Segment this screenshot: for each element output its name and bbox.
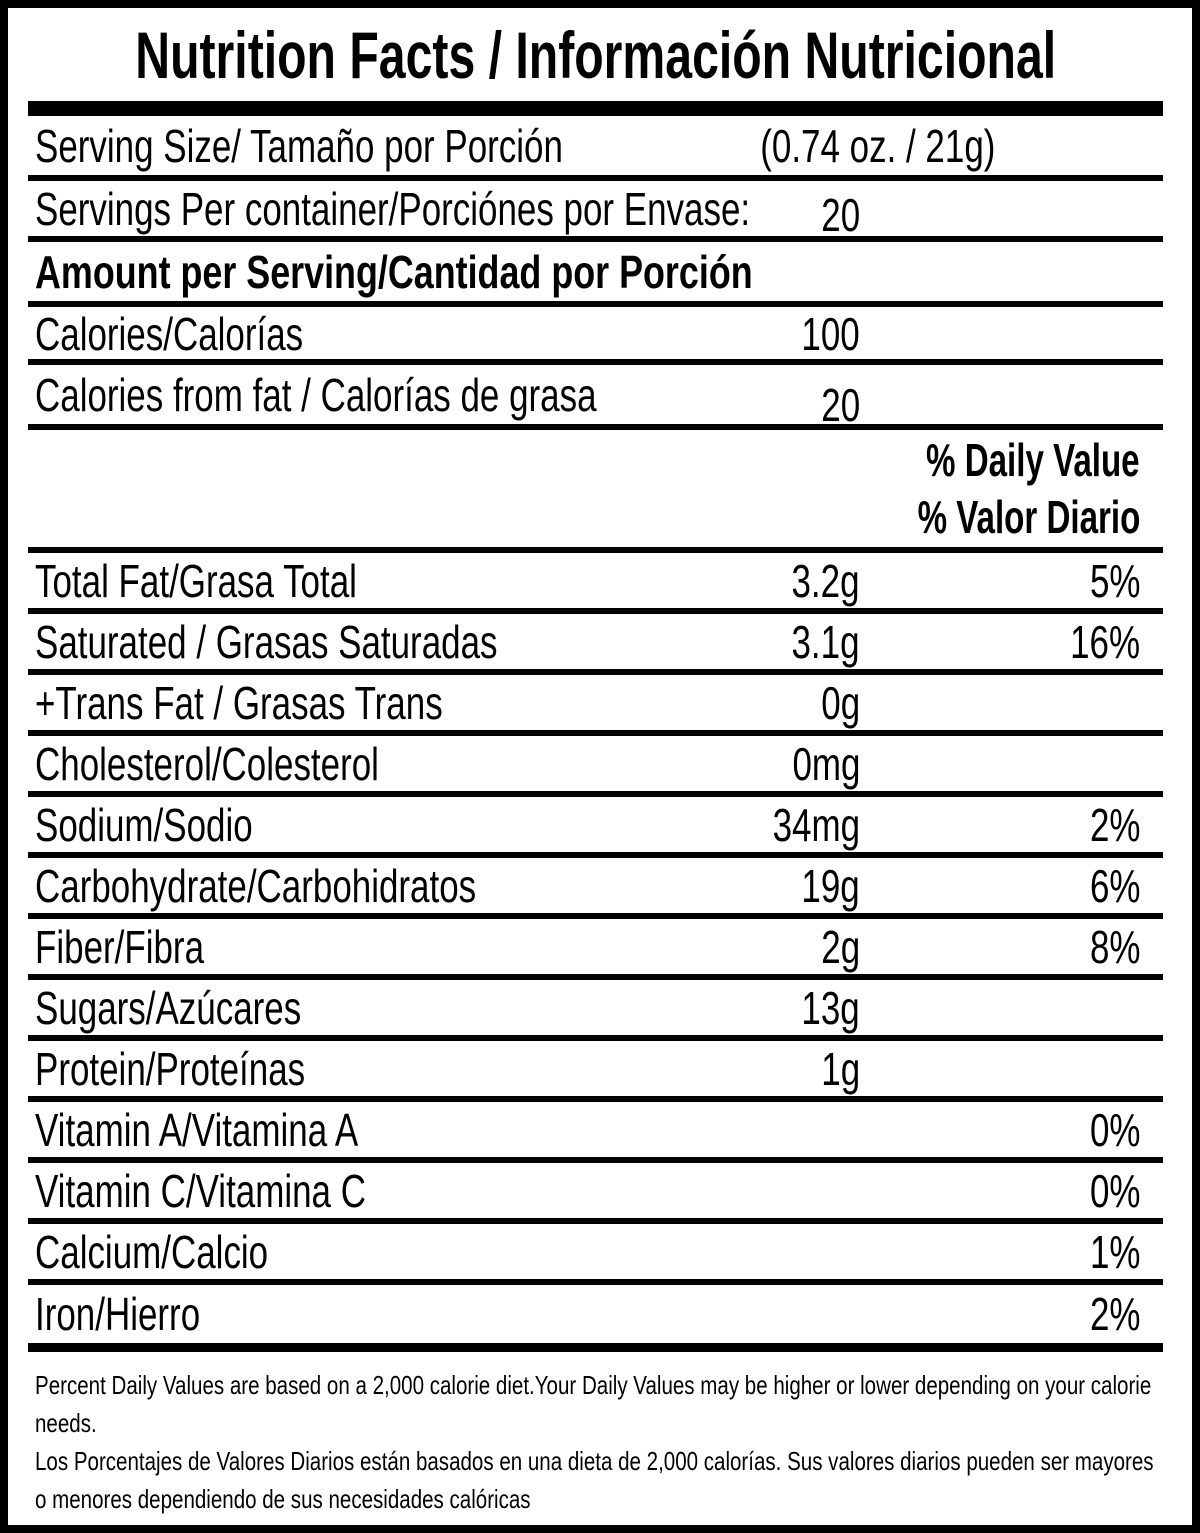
nutrient-row-trans-fat: [28, 675, 1163, 736]
nutrient-label: Iron/Hierro: [35, 1288, 201, 1340]
nutrient-label: Vitamin C/Vitamina C: [35, 1164, 366, 1217]
nutrient-percent: 1%: [1089, 1225, 1140, 1278]
nutrient-amount: 3.2g: [791, 554, 860, 607]
nutrient-label: Fiber/Fibra: [35, 920, 205, 973]
nutrient-percent: 16%: [1070, 615, 1140, 668]
nutrient-row-iron: [28, 1285, 1163, 1352]
nutrient-label: Calcium/Calcio: [35, 1225, 269, 1278]
nutrient-amount: 34mg: [772, 798, 860, 851]
nutrient-label: Protein/Proteínas: [35, 1042, 306, 1095]
nutrient-amount: 0mg: [791, 737, 860, 790]
nutrient-row-fiber: [28, 919, 1163, 980]
footnote-en: Percent Daily Values are based on a 2,000 calorie diet.Your Daily Values may be higher or lower depending on your calorie needs.: [35, 1370, 1152, 1438]
title-divider-bar: [28, 101, 1163, 116]
label-title-area: [28, 8, 1163, 101]
nutrient-percent: 2%: [1089, 798, 1140, 851]
nutrient-row-sodium: [28, 797, 1163, 858]
nutrient-row-saturated-fat: [28, 614, 1163, 675]
daily-value-header: [28, 430, 1163, 553]
serving-size-value: (0.74 oz. / 21g): [759, 119, 995, 172]
nutrient-label: Sugars/Azúcares: [35, 981, 302, 1034]
calories-label: Calories/Calorías: [35, 308, 304, 360]
nutrient-row-carbohydrate: [28, 858, 1163, 919]
nutrient-label: +Trans Fat / Grasas Trans: [35, 676, 443, 729]
nutrient-percent: 0%: [1089, 1103, 1140, 1156]
calories-value: 100: [801, 308, 860, 360]
nutrient-percent: 2%: [1089, 1288, 1140, 1340]
row-calories-from-fat: [28, 365, 1163, 430]
nutrient-label: Saturated / Grasas Saturadas: [35, 615, 498, 668]
label-content: [28, 8, 1163, 1518]
nutrient-percent: 6%: [1089, 859, 1140, 912]
daily-value-header-es: % Valor Diario: [917, 491, 1140, 543]
nutrient-percent: 0%: [1089, 1164, 1140, 1217]
servings-per-container-label: Servings Per container/Porciónes por Envase:: [35, 182, 751, 235]
nutrient-label: Vitamin A/Vitamina A: [35, 1103, 359, 1156]
nutrient-label: Total Fat/Grasa Total: [35, 554, 357, 607]
nutrient-row-cholesterol: [28, 736, 1163, 797]
serving-size-label: Serving Size/ Tamaño por Porción: [35, 119, 563, 172]
nutrient-amount: 0g: [821, 676, 860, 729]
nutrient-percent: 8%: [1089, 920, 1140, 973]
nutrient-amount: 19g: [801, 859, 860, 912]
nutrient-percent: 5%: [1089, 554, 1140, 607]
nutrient-label: Carbohydrate/Carbohidratos: [35, 859, 477, 912]
footnote-es: Los Porcentajes de Valores Diarios están basados en una dieta de 2,000 calorías. Sus valores diarios pueden ser mayores o menores dependiendo de sus necesidades calóricas: [35, 1446, 1154, 1514]
nutrient-amount: 1g: [821, 1042, 860, 1095]
nutrient-row-sugars: [28, 980, 1163, 1041]
row-amount-per-serving-heading: [28, 242, 1163, 307]
nutrient-row-total-fat: [28, 553, 1163, 614]
servings-per-container-value: 20: [821, 188, 860, 241]
calories-from-fat-value: 20: [821, 378, 860, 431]
amount-per-serving-heading: Amount per Serving/Cantidad por Porción: [35, 245, 753, 298]
nutrient-row-vitamin-a: [28, 1102, 1163, 1163]
nutrient-row-vitamin-c: [28, 1163, 1163, 1224]
footnote: [28, 1352, 1163, 1518]
nutrient-row-calcium: [28, 1224, 1163, 1285]
nutrient-row-protein: [28, 1041, 1163, 1102]
label-title: Nutrition Facts / Información Nutricional: [135, 17, 1056, 92]
row-calories: [28, 307, 1163, 365]
row-servings-per-container: [28, 181, 1163, 242]
nutrient-amount: 13g: [801, 981, 860, 1034]
nutrient-amount: 2g: [821, 920, 860, 973]
daily-value-header-en: % Daily Value: [926, 434, 1140, 486]
row-serving-size: [28, 116, 1163, 181]
nutrient-label: Sodium/Sodio: [35, 798, 253, 851]
calories-from-fat-label: Calories from fat / Calorías de grasa: [35, 368, 597, 421]
nutrient-label: Cholesterol/Colesterol: [35, 737, 379, 790]
nutrient-amount: 3.1g: [791, 615, 860, 668]
